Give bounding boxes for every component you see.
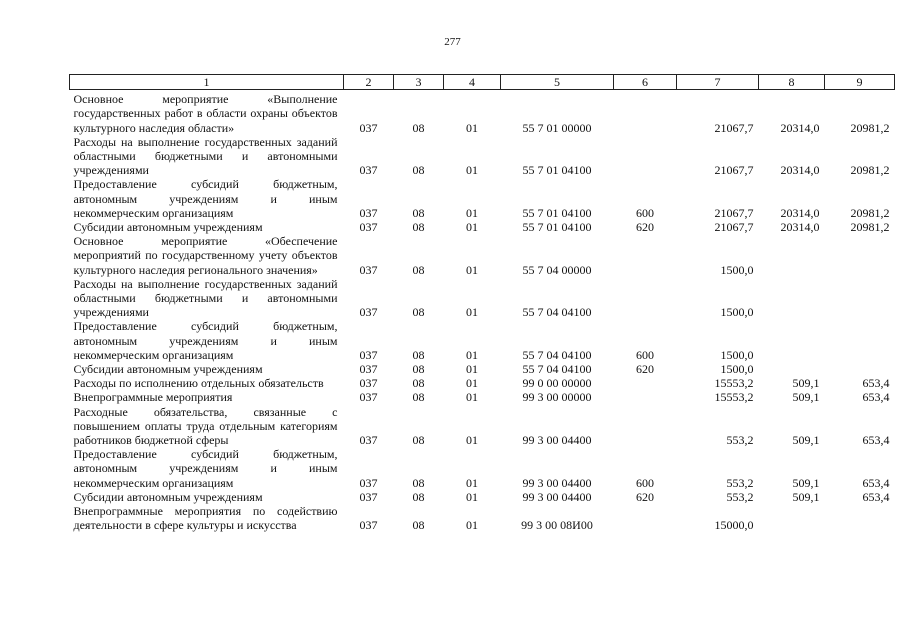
cell-c2: 037 (359, 262, 378, 277)
cell-c3: 08 (412, 390, 425, 405)
cell-c8: 509,1 (792, 433, 820, 448)
cell-c9 (825, 234, 895, 277)
cell-c7: 1500,0 (720, 347, 754, 362)
cell-c8 (759, 504, 825, 532)
cell-c5: 99 3 00 00000 (522, 390, 592, 405)
cell-c8: 20314,0 (780, 220, 820, 235)
cell-c5: 55 7 01 04100 (522, 205, 592, 220)
cell-c5: 55 7 04 04100 (522, 362, 592, 377)
cell-c3: 08 (412, 376, 425, 391)
cell-c8 (759, 277, 825, 320)
cell-c6 (614, 405, 677, 448)
cell-c6: 600 (636, 347, 654, 362)
cell-c6 (614, 277, 677, 320)
cell-c6: 620 (636, 220, 654, 235)
cell-c4: 01 (466, 376, 478, 391)
cell-c6: 600 (636, 475, 654, 490)
table-row (70, 376, 895, 390)
cell-c2: 037 (359, 489, 378, 504)
row-description: Расходы на выполнение государственных заданий областными бюджетными и автономными учреждениями (73, 276, 338, 320)
cell-c3: 08 (412, 475, 425, 490)
cell-c4: 01 (466, 362, 478, 377)
cell-c8: 509,1 (792, 489, 820, 504)
cell-c9: 653,4 (862, 376, 890, 391)
cell-c7: 553,2 (726, 475, 754, 490)
row-description: Субсидии автономным учреждениям (73, 220, 263, 235)
cell-c6 (614, 504, 677, 532)
column-header: 2 (344, 75, 394, 90)
cell-c8 (759, 319, 825, 362)
cell-c7: 15553,2 (714, 376, 754, 391)
cell-c9: 20981,2 (850, 163, 890, 178)
cell-c2: 037 (359, 376, 378, 391)
cell-c8: 509,1 (792, 376, 820, 391)
cell-c2: 037 (359, 518, 378, 533)
cell-c8 (759, 234, 825, 277)
cell-c5: 55 7 01 00000 (522, 120, 592, 135)
row-description: Субсидии автономным учреждениям (73, 489, 263, 504)
cell-c3: 08 (412, 305, 425, 320)
cell-c7: 21067,7 (714, 220, 754, 235)
cell-c9: 653,4 (862, 489, 890, 504)
cell-c7: 21067,7 (714, 205, 754, 220)
cell-c2: 037 (359, 362, 378, 377)
cell-c6 (614, 234, 677, 277)
cell-c4: 01 (466, 347, 478, 362)
cell-c7: 21067,7 (714, 120, 754, 135)
header-row (70, 75, 895, 90)
cell-c4: 01 (466, 518, 478, 533)
cell-c9: 653,4 (862, 390, 890, 405)
cell-c9 (825, 504, 895, 532)
cell-c4: 01 (466, 390, 478, 405)
cell-c3: 08 (412, 518, 425, 533)
cell-c5: 99 3 00 04400 (522, 475, 592, 490)
table-row (70, 220, 895, 234)
column-header: 8 (759, 75, 825, 90)
cell-c6 (614, 376, 677, 390)
cell-c2: 037 (359, 347, 378, 362)
cell-c4: 01 (466, 305, 478, 320)
row-description: Расходы по исполнению отдельных обязательств (73, 376, 324, 391)
cell-c4: 01 (466, 120, 478, 135)
cell-c5: 55 7 04 04100 (522, 305, 592, 320)
cell-c8: 20314,0 (780, 120, 820, 135)
cell-c7: 1500,0 (720, 262, 754, 277)
cell-c6 (614, 135, 677, 178)
cell-c4: 01 (466, 489, 478, 504)
column-header: 1 (70, 75, 344, 90)
column-header: 5 (501, 75, 614, 90)
cell-c7: 553,2 (726, 489, 754, 504)
cell-c6: 620 (636, 489, 654, 504)
cell-c7: 553,2 (726, 433, 754, 448)
cell-c5: 55 7 04 04100 (522, 347, 592, 362)
cell-c3: 08 (412, 220, 425, 235)
cell-c7: 15000,0 (714, 518, 754, 533)
cell-c4: 01 (466, 205, 478, 220)
cell-c9 (825, 362, 895, 376)
table-row (70, 234, 895, 277)
column-header: 6 (614, 75, 677, 90)
cell-c5: 99 3 00 08И00 (521, 518, 593, 533)
cell-c9 (825, 319, 895, 362)
row-description: Расходные обязательства, связанные с повышением оплаты труда отдельным категориям работников бюджетной сферы (73, 404, 338, 448)
cell-c5: 55 7 01 04100 (522, 163, 592, 178)
cell-c9: 20981,2 (850, 205, 890, 220)
cell-c8: 20314,0 (780, 205, 820, 220)
cell-c2: 037 (359, 220, 378, 235)
cell-c3: 08 (412, 347, 425, 362)
table-row (70, 362, 895, 376)
row-description: Внепрограммные мероприятия по содействию деятельности в сфере культуры и искусства (73, 504, 338, 533)
cell-c7: 1500,0 (720, 362, 754, 377)
cell-c3: 08 (412, 120, 425, 135)
table-row (70, 177, 895, 220)
table-row (70, 277, 895, 320)
row-description: Внепрограммные мероприятия (73, 390, 233, 405)
cell-c5: 99 0 00 00000 (522, 376, 592, 391)
row-description: Субсидии автономным учреждениям (73, 362, 263, 377)
cell-c2: 037 (359, 433, 378, 448)
column-header: 4 (444, 75, 501, 90)
table-row (70, 92, 895, 135)
cell-c3: 08 (412, 362, 425, 377)
cell-c2: 037 (359, 390, 378, 405)
cell-c6: 620 (636, 362, 654, 377)
cell-c6: 600 (636, 205, 654, 220)
cell-c5: 99 3 00 04400 (522, 489, 592, 504)
cell-c5: 55 7 01 04100 (522, 220, 592, 235)
column-header: 7 (677, 75, 759, 90)
cell-c5: 99 3 00 04400 (522, 433, 592, 448)
cell-c8 (759, 362, 825, 376)
cell-c5: 55 7 04 00000 (522, 262, 592, 277)
row-description: Предоставление субсидий бюджетным, автономным учреждениям и иным некоммерческим организациям (73, 447, 338, 490)
cell-c2: 037 (359, 205, 378, 220)
cell-c2: 037 (359, 120, 378, 135)
cell-c4: 01 (466, 163, 478, 178)
table-row (70, 490, 895, 504)
cell-c9: 20981,2 (850, 120, 890, 135)
table-row (70, 504, 895, 532)
budget-table (69, 74, 895, 533)
cell-c2: 037 (359, 475, 378, 490)
cell-c3: 08 (412, 205, 425, 220)
row-description: Основное мероприятие «Выполнение государственных работ в области охраны объектов культурного наследия области» (73, 92, 338, 135)
cell-c6 (614, 390, 677, 404)
cell-c4: 01 (466, 262, 478, 277)
cell-c7: 1500,0 (720, 305, 754, 320)
cell-c4: 01 (466, 475, 478, 490)
table-body (70, 92, 895, 532)
table-row (70, 135, 895, 178)
page-number: 277 (444, 36, 461, 48)
row-description: Предоставление субсидий бюджетным, автономным учреждениям и иным некоммерческим организациям (73, 177, 338, 220)
table-row (70, 390, 895, 404)
cell-c2: 037 (359, 305, 378, 320)
cell-c8: 20314,0 (780, 163, 820, 178)
table-row (70, 405, 895, 448)
row-description: Расходы на выполнение государственных заданий областными бюджетными и автономными учреждениями (73, 134, 338, 178)
row-description: Основное мероприятие «Обеспечение мероприятий по государственному учету объектов культурного наследия регионального значения» (73, 234, 338, 277)
cell-c7: 15553,2 (714, 390, 754, 405)
cell-c7: 21067,7 (714, 163, 754, 178)
cell-c8: 509,1 (792, 390, 820, 405)
table-row (70, 319, 895, 362)
cell-c9: 653,4 (862, 475, 890, 490)
cell-c9: 20981,2 (850, 220, 890, 235)
cell-c6 (614, 92, 677, 135)
cell-c4: 01 (466, 433, 478, 448)
column-header: 3 (394, 75, 444, 90)
cell-c3: 08 (412, 163, 425, 178)
row-description: Предоставление субсидий бюджетным, автономным учреждениям и иным некоммерческим организациям (73, 319, 338, 362)
cell-c3: 08 (412, 433, 425, 448)
cell-c3: 08 (412, 489, 425, 504)
cell-c3: 08 (412, 262, 425, 277)
cell-c8: 509,1 (792, 475, 820, 490)
table-row (70, 447, 895, 490)
cell-c4: 01 (466, 220, 478, 235)
cell-c9 (825, 277, 895, 320)
cell-c2: 037 (359, 163, 378, 178)
column-header: 9 (825, 75, 895, 90)
cell-c9: 653,4 (862, 433, 890, 448)
